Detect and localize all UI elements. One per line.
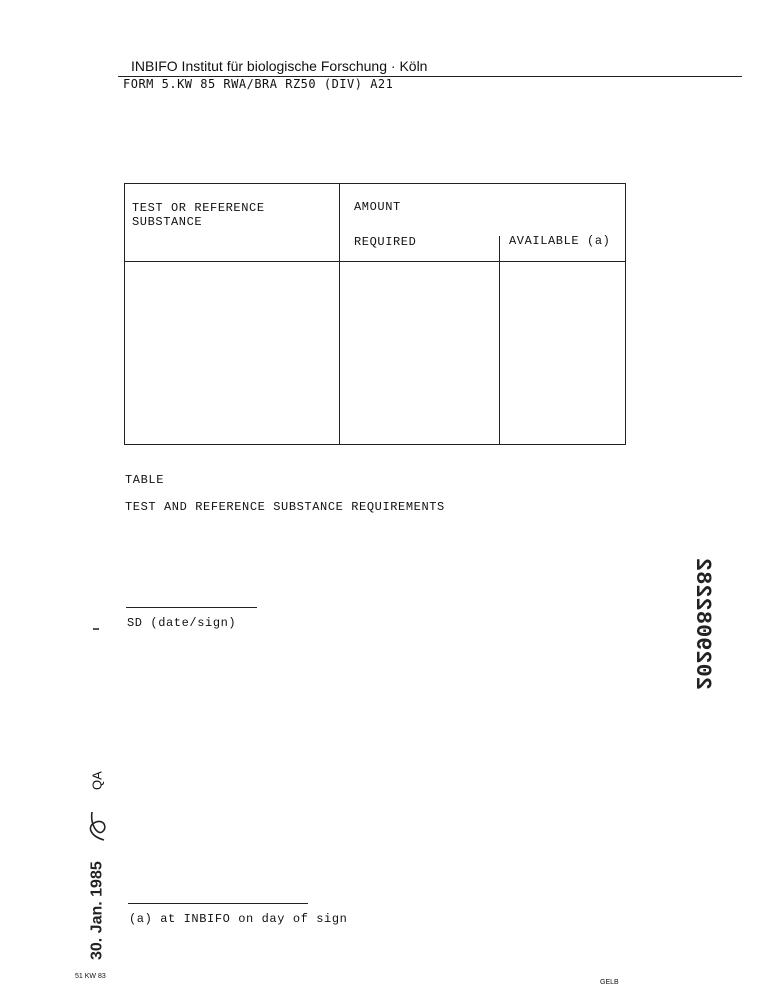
footnote-rule bbox=[128, 903, 308, 904]
required-header: REQUIRED bbox=[354, 235, 417, 249]
serial-number-block bbox=[685, 557, 715, 830]
serial-number: 2029082282 bbox=[690, 557, 715, 690]
qa-stamp bbox=[82, 771, 112, 960]
scan-speck bbox=[93, 628, 99, 630]
footer-right-code: GELB bbox=[600, 979, 619, 986]
table-header-rule bbox=[125, 261, 625, 262]
available-header: AVAILABLE (a) bbox=[509, 234, 611, 248]
footer-left-code: 51 KW 83 bbox=[75, 973, 106, 980]
amount-header: AMOUNT bbox=[354, 200, 401, 214]
stamp-date: 30. Jan. 1985 bbox=[88, 861, 106, 960]
form-code: FORM 5.KW 85 RWA/BRA RZ50 (DIV) A21 bbox=[123, 77, 394, 91]
col1-header-line1: TEST OR REFERENCE bbox=[132, 201, 265, 215]
institute-header: INBIFO Institut für biologische Forschung · Köln bbox=[131, 58, 428, 74]
stamp-qa-label: QA bbox=[89, 771, 105, 790]
sd-label: SD (date/sign) bbox=[127, 616, 237, 630]
sd-signature-line bbox=[126, 607, 257, 608]
col1-header-line2: SUBSTANCE bbox=[132, 215, 203, 229]
caption-title: TEST AND REFERENCE SUBSTANCE REQUIREMENTS bbox=[125, 500, 445, 514]
caption-label: TABLE bbox=[125, 473, 165, 487]
table-divider-col1 bbox=[339, 184, 340, 444]
table-divider-col2 bbox=[499, 236, 500, 444]
footnote-text: (a) at INBIFO on day of sign bbox=[129, 912, 348, 926]
qa-initials-signature bbox=[82, 800, 112, 846]
requirements-table bbox=[124, 183, 626, 445]
